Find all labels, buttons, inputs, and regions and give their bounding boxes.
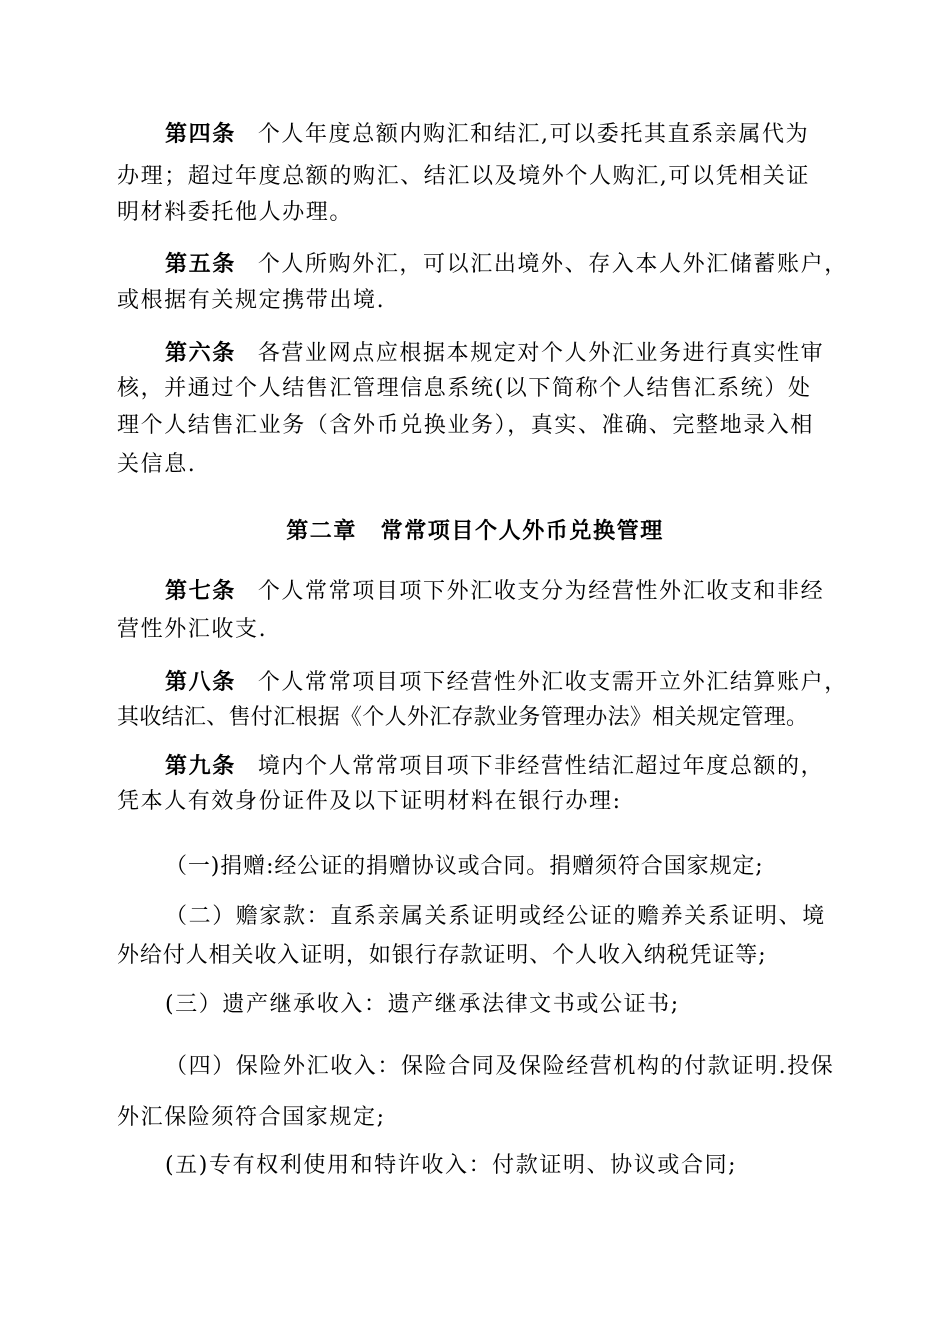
article-6-line-1: 第六条 各营业网点应根据本规定对个人外汇业务进行真实性审 bbox=[165, 340, 825, 366]
article-5-label: 第五条 bbox=[165, 251, 236, 277]
article-4-label: 第四条 bbox=[165, 121, 236, 147]
article-6-label: 第六条 bbox=[165, 340, 236, 366]
item-2-line-1: （二）赡家款：直系亲属关系证明或经公证的赡养关系证明、境 bbox=[165, 904, 826, 929]
article-7-label: 第七条 bbox=[165, 578, 236, 604]
item-2-line-2: 外给付人相关收入证明，如银行存款证明、个人收入纳税凭证等; bbox=[117, 943, 767, 968]
article-6-line-3: 理个人结售汇业务（含外币兑换业务），真实、准确、完整地录入相 bbox=[117, 413, 815, 438]
article-6-line-2: 核，并通过个人结售汇管理信息系统(以下简称个人结售汇系统）处 bbox=[117, 376, 812, 401]
article-4-line-3: 明材料委托他人办理。 bbox=[117, 200, 354, 225]
article-7-line-1: 第七条 个人常常项目项下外汇收支分为经营性外汇收支和非经 bbox=[165, 578, 825, 604]
article-6-line-4: 关信息. bbox=[117, 452, 197, 477]
article-4-line-1: 第四条 个人年度总额内购汇和结汇,可以委托其直系亲属代为 bbox=[165, 121, 810, 147]
item-4-line-1: （四）保险外汇收入：保险合同及保险经营机构的付款证明.投保 bbox=[165, 1054, 835, 1079]
article-8-line-2: 其收结汇、售付汇根据《个人外汇存款业务管理办法》相关规定管理。 bbox=[117, 705, 809, 730]
article-7-line-2: 营性外汇收支. bbox=[117, 617, 268, 642]
article-4-line-2: 办理；超过年度总额的购汇、结汇以及境外个人购汇,可以凭相关证 bbox=[117, 164, 810, 189]
chapter-2-heading: 第二章 常常项目个人外币兑换管理 bbox=[286, 518, 664, 544]
item-1-line-1: （一)捐赠:经公证的捐赠协议或合同。捐赠须符合国家规定; bbox=[165, 854, 764, 879]
article-5-line-2: 或根据有关规定携带出境. bbox=[117, 288, 386, 313]
article-9-label: 第九条 bbox=[165, 753, 236, 779]
item-5-line-1: (五)专有权利使用和特许收入：付款证明、协议或合同; bbox=[165, 1153, 738, 1178]
article-9-line-1: 第九条 境内个人常常项目项下非经营性结汇超过年度总额的， bbox=[165, 753, 825, 779]
item-4-line-2: 外汇保险须符合国家规定; bbox=[117, 1105, 386, 1130]
article-8-line-1: 第八条 个人常常项目项下经营性外汇收支需开立外汇结算账户， bbox=[165, 669, 848, 695]
item-3-line-1: (三）遗产继承收入：遗产继承法律文书或公证书; bbox=[165, 992, 680, 1017]
article-5-line-1: 第五条 个人所购外汇，可以汇出境外、存入本人外汇储蓄账户， bbox=[165, 251, 848, 277]
article-8-label: 第八条 bbox=[165, 669, 236, 695]
article-9-line-2: 凭本人有效身份证件及以下证明材料在银行办理: bbox=[117, 789, 622, 814]
